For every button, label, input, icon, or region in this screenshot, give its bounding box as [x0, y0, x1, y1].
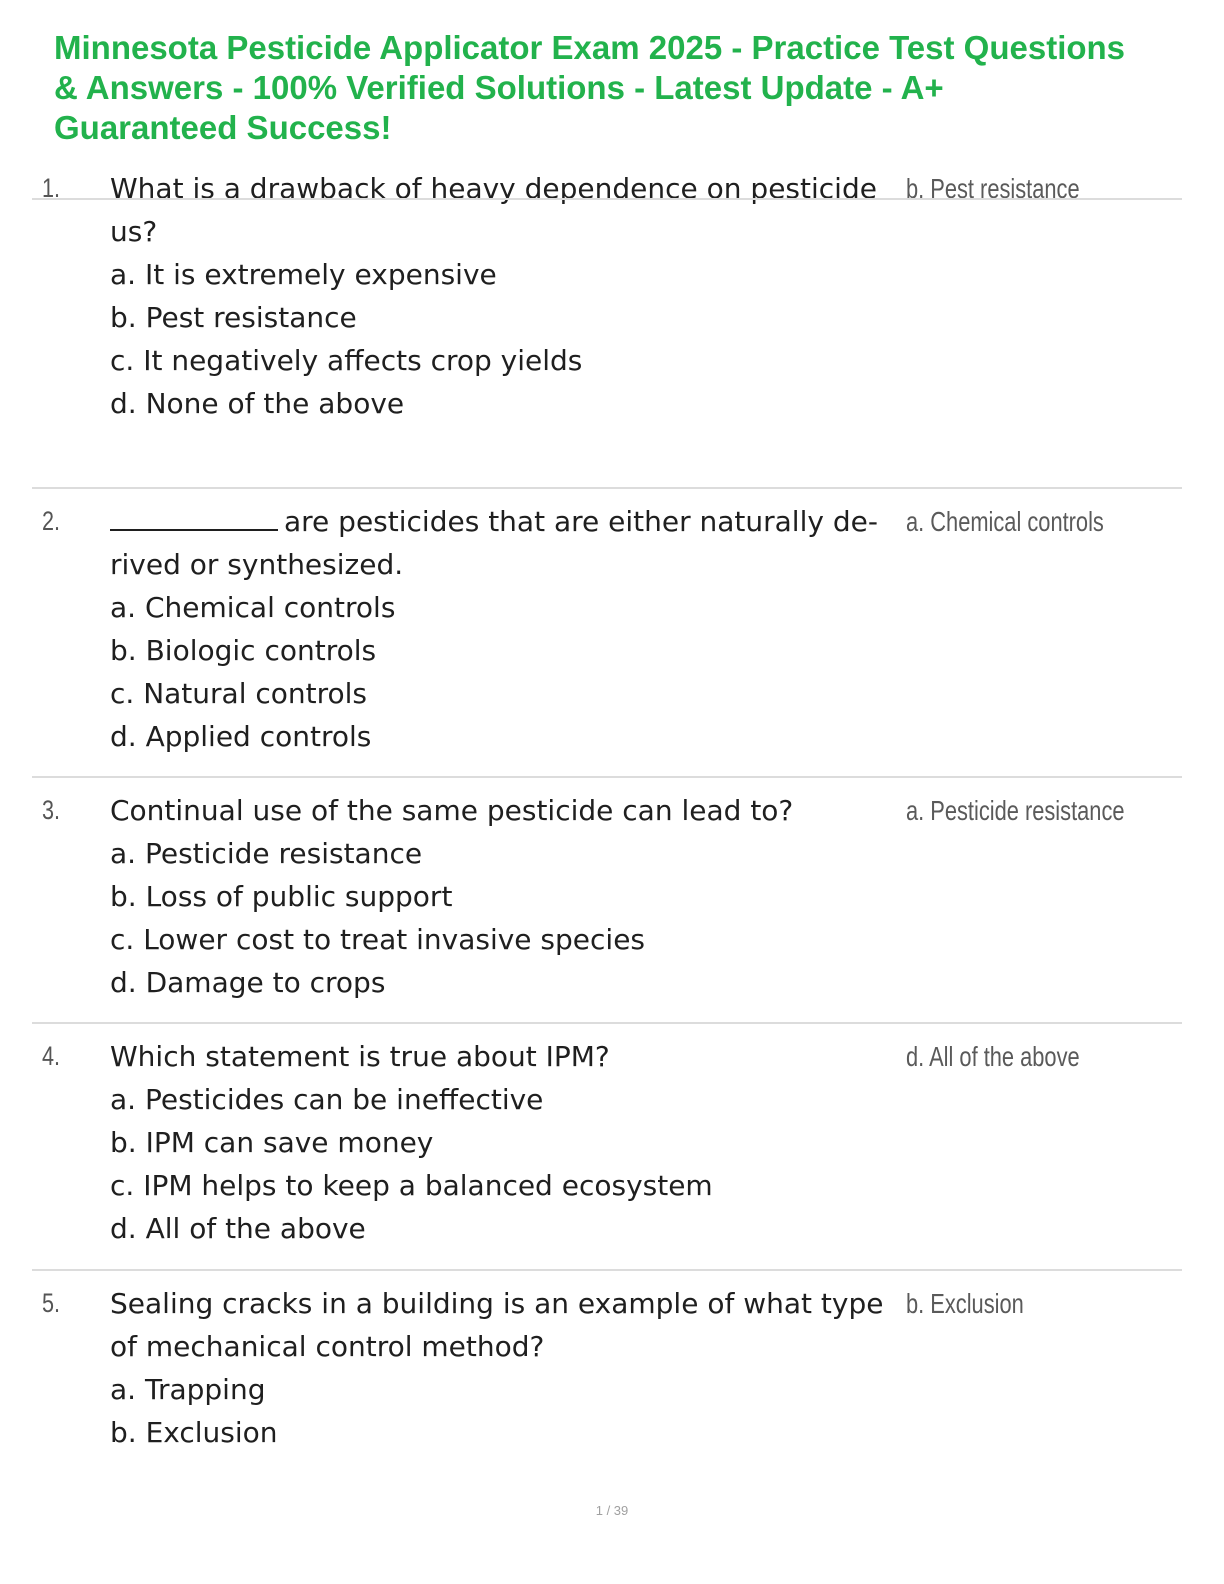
question-text-line: Which statement is true about IPM?: [110, 1040, 610, 1073]
answer-text: d. All of the above: [906, 1041, 1080, 1072]
option-c: c. Lower cost to treat invasive species: [110, 923, 646, 956]
option-d: d. All of the above: [110, 1212, 366, 1245]
answer-text: b. Pest resistance: [906, 173, 1080, 204]
question-body: [110, 1282, 910, 1454]
question-text-line: Sealing cracks in a building is an example of what type: [110, 1287, 884, 1320]
question-body: [110, 167, 910, 425]
divider: [32, 198, 1182, 200]
question-body: [110, 1035, 910, 1250]
answer-text: a. Pesticide resistance: [906, 795, 1125, 826]
answer-text: b. Exclusion: [906, 1288, 1024, 1319]
question-body: [110, 500, 910, 758]
option-a: a. It is extremely expensive: [110, 258, 497, 291]
question-text-fragment: are pesticides that are either naturally de-: [284, 505, 878, 538]
divider: [32, 487, 1182, 489]
option-b: b. IPM can save money: [110, 1126, 434, 1159]
divider: [32, 1022, 1182, 1024]
option-b: b. Biologic controls: [110, 634, 377, 667]
option-a: a. Trapping: [110, 1373, 266, 1406]
option-c: c. IPM helps to keep a balanced ecosystem: [110, 1169, 713, 1202]
option-a: a. Pesticides can be ineffective: [110, 1083, 544, 1116]
question-body: [110, 789, 910, 1004]
title-line: Minnesota Pesticide Applicator Exam 2025 - Practice Test Questions: [54, 29, 1126, 66]
question-number: 4.: [42, 1041, 61, 1071]
option-d: d. Applied controls: [110, 720, 372, 753]
option-d: d. Damage to crops: [110, 966, 386, 999]
question-text-line: rived or synthesized.: [110, 548, 404, 581]
question-text-line: What is a drawback of heavy dependence on pesticide: [110, 172, 877, 205]
question-text-line: us?: [110, 215, 158, 248]
option-b: b. Exclusion: [110, 1416, 278, 1449]
question-number: 2.: [42, 506, 61, 536]
title-line: Guaranteed Success!: [54, 109, 392, 146]
question-text-line: [110, 500, 910, 543]
question-number: 5.: [42, 1288, 61, 1318]
title-line: & Answers - 100% Verified Solutions - Latest Update - A+: [54, 69, 944, 106]
question-number: 3.: [42, 795, 61, 825]
option-b: b. Loss of public support: [110, 880, 453, 913]
document-title: [54, 28, 1219, 148]
option-a: a. Chemical controls: [110, 591, 396, 624]
divider: [32, 776, 1182, 778]
option-c: c. Natural controls: [110, 677, 368, 710]
divider: [32, 1269, 1182, 1271]
answer-text: a. Chemical controls: [906, 506, 1104, 537]
option-d: d. None of the above: [110, 387, 405, 420]
fill-in-blank: [110, 501, 278, 531]
question-text-line: of mechanical control method?: [110, 1330, 545, 1363]
option-c: c. It negatively affects crop yields: [110, 344, 583, 377]
option-a: a. Pesticide resistance: [110, 837, 423, 870]
question-number: 1.: [42, 173, 61, 203]
option-b: b. Pest resistance: [110, 301, 357, 334]
question-text-line: Continual use of the same pesticide can lead to?: [110, 794, 794, 827]
page-number: 1 / 39: [595, 1503, 629, 1518]
